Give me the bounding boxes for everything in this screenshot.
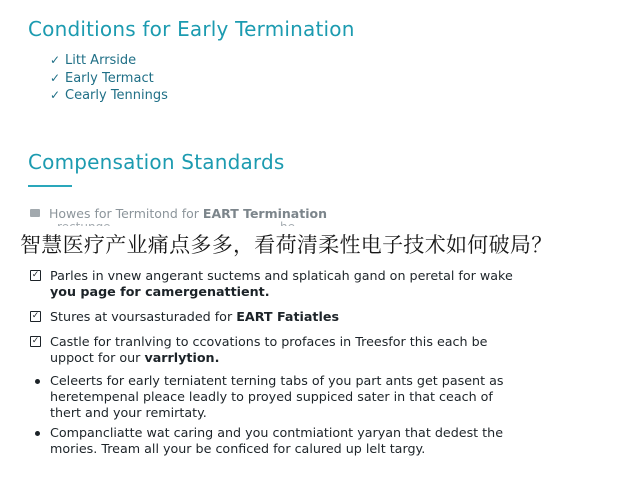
list-item-text-bold: varrlytion. [144, 350, 220, 365]
list-item-text: Stures at voursasturaded for [50, 309, 237, 324]
title-underline [28, 185, 72, 187]
faded-list-item [30, 206, 630, 221]
list-item-text-bold: you page for camergenattient. [50, 284, 270, 299]
checkmark-icon: ✓ [50, 53, 61, 67]
list-item-text: mories. Tream all your be conficed for calured up lelt targy. [50, 441, 426, 456]
checkbox-checked-icon: ✓ [31, 336, 40, 346]
list-item-label: Litt Arrside [65, 53, 137, 68]
list-item-text: Compancliatte wat caring and you contmiationt yaryan that dedest the [50, 425, 504, 440]
list-item-text: Celeerts for early terniatent terning tabs of you part ants get pasent as [50, 373, 504, 388]
caption-overlay [0, 226, 640, 258]
list-item-label: Early Termact [65, 70, 154, 86]
bullet-icon [35, 379, 40, 384]
list-item [50, 87, 168, 105]
list-item [50, 70, 168, 88]
section-title-early-termination: Conditions for Early Termination [28, 17, 355, 41]
list-item-text: heretempenal pleace leadly to proyed suppiced sater in that ceach of [50, 389, 493, 404]
list-item-text: thert and your remirtaty. [50, 405, 207, 420]
checkbox-checked-icon: ✓ [31, 311, 40, 321]
faded-text: Howes for Termitond for [49, 206, 203, 221]
list-item [50, 52, 168, 70]
faded-text-bold: EART Termination [202, 206, 327, 221]
list-item-text: Castle for tranlving to ccovations to profaces in Treesfor this each be [50, 334, 488, 349]
checkbox-checked-icon: ✓ [31, 270, 40, 280]
list-item-text: uppoct for our [50, 350, 145, 365]
bullet-icon [35, 431, 40, 436]
section-title-compensation: Compensation Standards [28, 150, 285, 174]
checkmark-icon: ✓ [50, 88, 61, 102]
early-termination-checklist [50, 52, 168, 105]
list-item-label: Cearly Tennings [65, 88, 168, 103]
caption-text: 智慧医疗产业痛点多多，看荷清柔性电子技术如何破局？ [20, 233, 553, 257]
checkmark-icon: ✓ [50, 70, 61, 85]
list-item-text: Parles in vnew angerant suctems and splaticah gand on peretal for wake [50, 268, 513, 283]
checkbox-icon [30, 209, 40, 217]
list-item-text-bold: EART Fatiatles [236, 309, 339, 324]
